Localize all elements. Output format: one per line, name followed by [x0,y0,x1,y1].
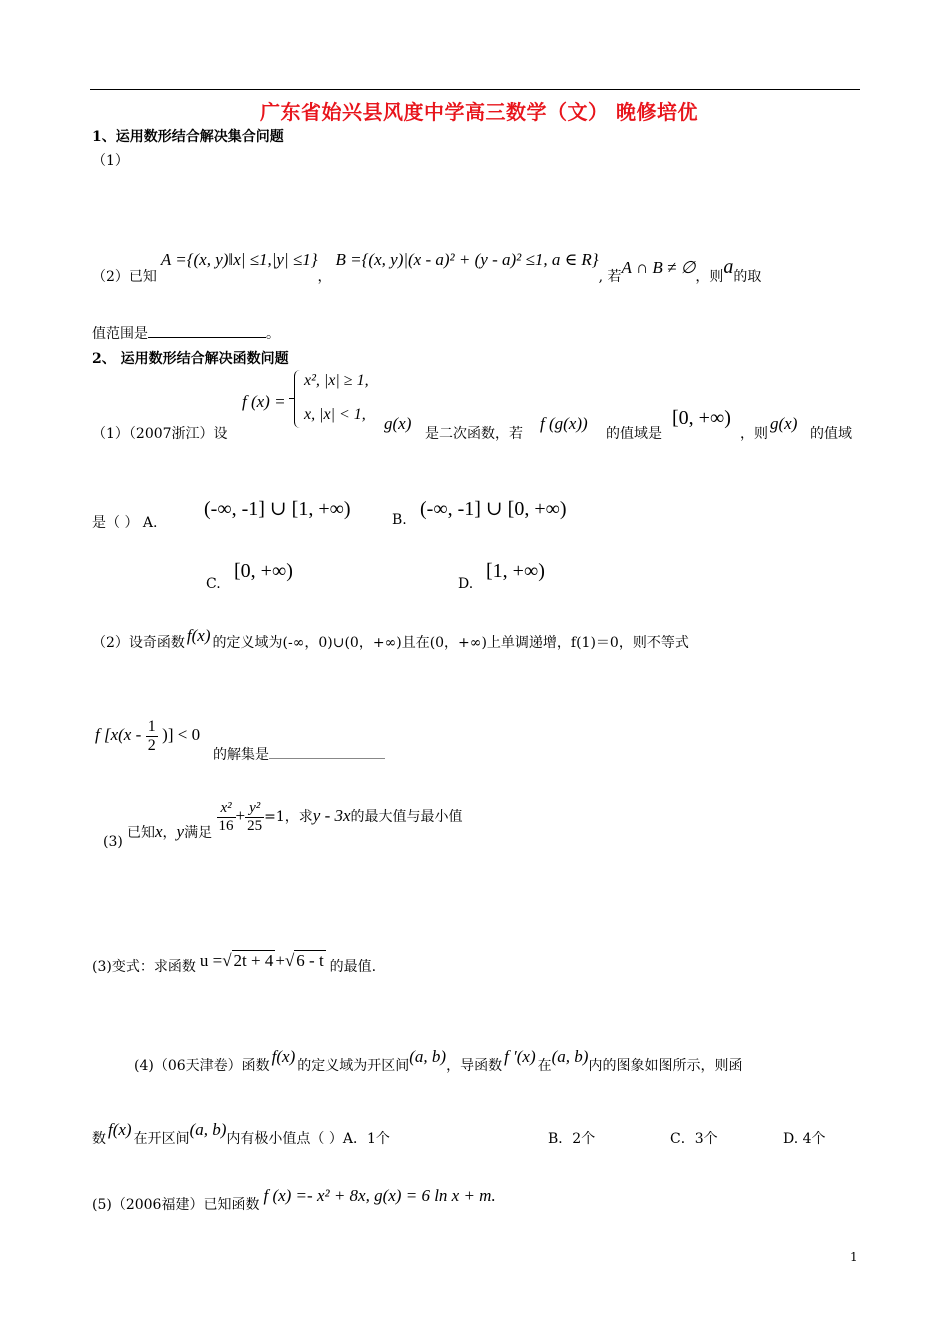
gx-2: g(x) [770,414,798,433]
condition-suffix: ，则 [695,269,724,285]
interval-ab-2: (a, b) [551,1047,589,1066]
piecewise-brace-tip [289,398,295,399]
option-b-label: B. [392,512,407,528]
q3b-plus: + [275,951,285,970]
fraction-half [146,718,158,754]
option-a[interactable]: (-∞, -1] ∪ [1, +∞) [204,498,351,520]
var-y: y [176,822,185,841]
fraction-y2-25 [245,800,264,834]
frac1-den: 16 [218,817,234,834]
q1-text3: ，则 [740,426,768,442]
q4-option-a[interactable]: 内有极小值点（ ）A．1个 [226,1131,390,1147]
q4-text1: 的定义域为开区间 [297,1058,410,1074]
interval-ab: (a, b) [409,1047,447,1066]
page-number: 1 [850,1250,858,1264]
q2-solution-line [213,744,385,764]
q1-text4: 的值域 [810,426,852,442]
piecewise-case1: x², |x| ≥ 1, [304,372,369,389]
fgx: f (g(x)) [540,414,588,433]
frac2-den: 25 [247,817,263,834]
var-x: x [155,822,163,841]
q2-inequality [95,718,200,754]
option-d[interactable]: [1, +∞) [486,560,545,582]
answer-blank[interactable] [148,337,266,338]
q3-statement [127,800,463,856]
q3b-suffix: 的最值. [329,959,377,975]
s1-item2-prefix: （2）已知 [92,269,157,285]
q4-fx: f(x) [271,1047,296,1066]
s1-item2-line2 [92,323,280,343]
ineq-left: f [x(x - [95,725,142,745]
frac1-num: x² [217,800,236,818]
q2-line1 [92,626,689,652]
line-tail: 的取 [733,269,762,285]
section1-heading: 1、运用数形结合解决集合问题 [92,129,284,145]
u-equals: u = [199,951,223,970]
range-expression: [0, +∞) [672,407,731,429]
q4-text4: 内的图象如图所示，则函 [588,1058,743,1074]
q2-prefix: （2）设奇函数 [92,635,185,651]
q1-text1: 是二次函数，若 [425,426,523,442]
q1-label: （1）（2007浙江）设 [92,426,228,442]
q3-text3: =1，求 [264,809,313,825]
s1-item2-line1 [92,250,762,294]
q3-text1: 已知 [127,825,155,841]
q3-comma: ， [162,825,177,841]
q5-expression: f (x) =- x² + 8x, g(x) = 6 ln x + m. [263,1186,496,1205]
q1-text2: 的值域是 [606,426,662,442]
q4-text2: ，导函数 [446,1058,503,1074]
frac2-num: y² [245,800,264,818]
option-c-label: C. [206,576,221,592]
ineq-right: )] < 0 [162,725,201,745]
q2-fx: f(x) [186,626,211,645]
sqrt-2: √ 6 - t [284,951,324,970]
set-a-expression: A ={(x, y)‖x| ≤1,|y| ≤1} [160,250,318,269]
header-rule [90,89,860,90]
piecewise-fx: f (x) = [242,392,286,411]
q4-label: (4)（06天津卷）函数 [134,1058,270,1074]
var-a: a [723,256,734,278]
interval-ab-3: (a, b) [189,1120,227,1139]
comma: ， [317,269,332,285]
q5-line [92,1186,496,1214]
q3b-line [92,951,377,976]
fraction-x2-16 [217,800,236,834]
piecewise-case2: x, |x| < 1, [304,406,366,423]
q2-suffix: 的定义域为(-∞，0)∪(0，+∞)且在(0，+∞)上单调递增，f(1)＝0，则不等式 [212,635,689,651]
frac-den: 2 [147,736,156,754]
radicand-1: 2t + 4 [233,951,274,970]
q3-label: (3) [103,834,123,850]
q4-line2-prefix: 数 [92,1131,106,1147]
gx: g(x) [384,414,412,433]
set-b-expression: B ={(x, y)|(x - a)² + (y - a)² ≤1, a ∈ R} [335,250,599,269]
radicand-2: 6 - t [296,951,324,970]
condition-prefix: , 若 [598,269,622,285]
q1-line2-prefix: 是（ ） A. [92,515,158,531]
frac-num: 1 [147,718,156,735]
q4-text3: 在 [537,1058,552,1074]
option-d-label: D. [458,576,474,592]
piecewise-brace [294,370,301,428]
page-title: 广东省始兴县风度中学高三数学（文） 晚修培优 [260,100,698,124]
q4-line2 [92,1120,390,1148]
q4-text5: 在开区间 [133,1131,190,1147]
q5-label: (5)（2006福建）已知函数 [92,1197,260,1213]
q3-text4: 的最大值与最小值 [350,809,463,825]
q4-option-d[interactable]: D. 4个 [783,1131,826,1147]
period: 。 [266,326,280,342]
q4-line1 [134,1047,743,1075]
option-c[interactable]: [0, +∞) [234,560,293,582]
derivative-fx: f ′(x) [504,1047,536,1066]
range-prompt: 值范围是 [92,326,148,342]
option-b[interactable]: (-∞, -1] ∪ [0, +∞) [420,498,567,520]
condition-expression: A ∩ B ≠ ∅ [621,258,696,277]
q4-option-b[interactable]: B．2个 [548,1131,596,1147]
s1-item1-label: （1） [92,153,129,169]
q3-expression: y - 3x [312,806,351,825]
q3-text2: 满足 [184,825,213,841]
solution-blank[interactable] [269,758,385,759]
q4-fx-2: f(x) [108,1120,132,1139]
q4-option-c[interactable]: C．3个 [670,1131,718,1147]
solution-prompt: 的解集是 [213,747,269,763]
sqrt-1: √ 2t + 4 [222,951,274,970]
q3b-prefix: (3)变式：求函数 [92,959,196,975]
plus-sign: + [235,806,246,825]
section2-heading: 2、 运用数形结合解决函数问题 [92,351,289,367]
